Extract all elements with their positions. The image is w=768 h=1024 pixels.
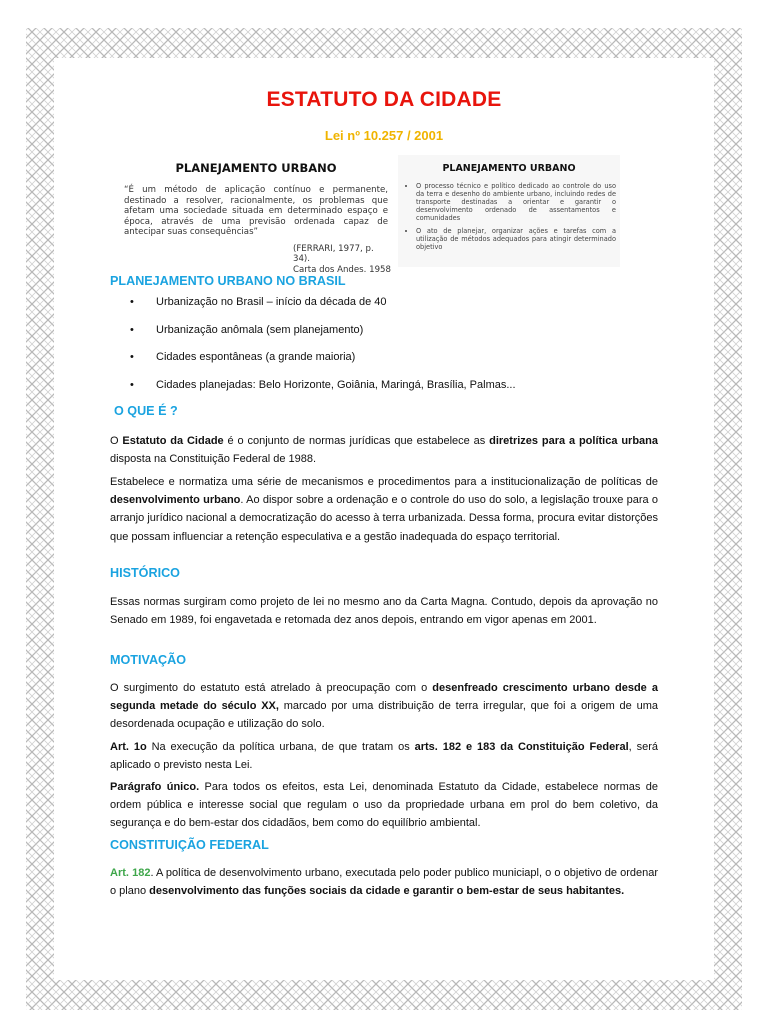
bullet-item: • Urbanização anômala (sem planejamento) bbox=[130, 323, 364, 336]
bullet-item: • Cidades espontâneas (a grande maioria) bbox=[130, 351, 356, 363]
bullet-icon: • bbox=[130, 378, 134, 391]
definition-item: • O ato de planejar, organizar ações e tarefas com a utilização de métodos adequados para atingir determinado objetivo bbox=[416, 227, 616, 251]
bullet-icon: • bbox=[130, 296, 134, 308]
section-heading-brasil: PLANEJAMENTO URBANO NO BRASIL bbox=[110, 274, 346, 288]
planning-quote-image bbox=[120, 155, 392, 275]
paragraph-art1: Art. 1o Na execução da política urbana, de que tratam os arts. 182 e 183 da Constituição Federal, será aplicado o previsto nesta Lei. bbox=[110, 741, 658, 772]
bullet-icon: • bbox=[130, 323, 134, 336]
bullet-icon: • bbox=[130, 351, 134, 363]
section-heading-motivacao: MOTIVAÇÃO bbox=[110, 653, 187, 667]
paragraph-historico: Essas normas surgiram como projeto de lei no mesmo ano da Carta Magna. Contudo, depois da aprovação no Senado em 1989, foi engavetada e retomada dez anos depois, entrando em vigor apenas em 2001. bbox=[110, 596, 658, 627]
quote-citation-author: (FERRARI, 1977, p. 34). bbox=[293, 243, 374, 264]
definition-item: • O processo técnico e político dedicado ao controle do uso da terra e desenho do ambiente urbano, incluindo redes de transporte destinadas a orientar e garantir o desenvolvimento ordenado de assentamentos e comunidades bbox=[416, 182, 616, 222]
section-heading-constituicao: CONSTITUIÇÃO FEDERAL bbox=[110, 838, 269, 852]
brasil-bullet-list bbox=[110, 296, 658, 406]
paragraph-motivacao: O surgimento do estatuto está atrelado à preocupação com o desenfreado crescimento urbano desde a segunda metade do século XX, marcado por uma distribuição de terra irregular, que foi a origem de uma desordenada ocupação e utilização do solo. bbox=[110, 682, 658, 731]
quote-text: “É um método de aplicação contínuo e permanente, destinado a resolver, racionalmente, os problemas que afetam uma sociedade situada em determinado espaço e época, através de uma previsão ordenada capaz de antecipar suas consequências” bbox=[124, 185, 388, 237]
section-heading-historico: HISTÓRICO bbox=[110, 566, 180, 580]
planning-definition-image bbox=[398, 155, 620, 267]
quote-citation bbox=[293, 244, 392, 276]
bullet-item: • Cidades planejadas: Belo Horizonte, Goiânia, Maringá, Brasília, Palmas... bbox=[130, 378, 516, 391]
bullet-item: • Urbanização no Brasil – início da década de 40 bbox=[130, 296, 387, 308]
section-heading-oque: O QUE É ? bbox=[114, 404, 178, 418]
law-number: Lei nº 10.257 / 2001 bbox=[324, 128, 444, 143]
definition-image-heading: PLANEJAMENTO URBANO bbox=[442, 163, 576, 174]
quote-image-heading: PLANEJAMENTO URBANO bbox=[175, 161, 337, 175]
quote-citation-source: Carta dos Andes. 1958 bbox=[293, 264, 391, 275]
document-title: ESTATUTO DA CIDADE bbox=[266, 88, 502, 111]
paragraph-definicao: O Estatuto da Cidade é o conjunto de normas jurídicas que estabelece as diretrizes para a política urbana disposta na Constituição Federal de 1988. bbox=[110, 435, 659, 466]
paragraph-paragrafo-unico: Parágrafo único. Para todos os efeitos, esta Lei, denominada Estatuto da Cidade, estabelece normas de ordem pública e interesse social que regulam o uso da propriedade urbana em prol do bem coletivo, da segurança e do bem-estar dos cidadãos, bem como do equilíbrio ambiental. bbox=[110, 781, 658, 830]
paragraph-art182: Art. 182. A política de desenvolvimento urbano, executada pelo poder publico municiapl, o o objetivo de ordenar o plano desenvolvimento das funções sociais da cidade e garantir o bem-estar de seus habitantes. bbox=[110, 867, 658, 898]
paragraph-estabelece: Estabelece e normatiza uma série de mecanismos e procedimentos para a institucionalização de políticas de desenvolvimento urbano. Ao dispor sobre a ordenação e o controle do uso do solo, a legislação trouxe para o arranjo jurídico nacional a democratização do acesso à terra urbanizada. Dessa forma, procura evitar distorções que possam influenciar a retenção especulativa e a gestão inadequada do espaço territorial. bbox=[110, 476, 658, 543]
definition-list bbox=[408, 182, 616, 251]
